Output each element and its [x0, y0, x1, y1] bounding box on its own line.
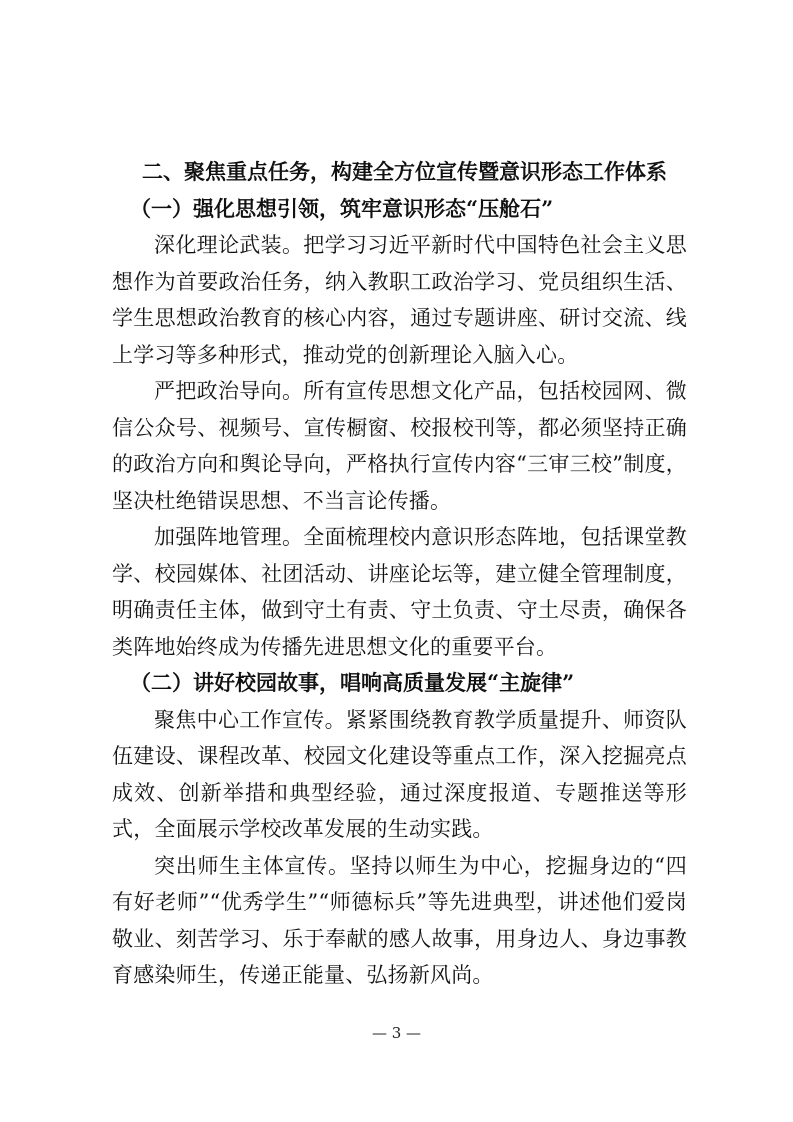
- subsection-heading-2: （二）讲好校园故事，唱响高质量发展“主旋律”: [130, 670, 575, 695]
- paragraph-4: 聚焦中心工作宣传。紧紧围绕教育教学质量提升、师资队伍建设、课程改革、校园文化建设等重点工作，深入挖掘亮点成效、创新举措和典型经验，通过深度报道、专题推送等形式，全面展示学校改革发展的生动实践。: [112, 707, 687, 841]
- document-body: [112, 154, 687, 994]
- paragraph-3: 加强阵地管理。全面梳理校内意识形态阵地，包括课堂教学、校园媒体、社团活动、讲座论坛等，建立健全管理制度，明确责任主体，做到守土有责、守土负责、守土尽责，确保各类阵地始终成为传播先进思想文化的重要平台。: [112, 525, 687, 659]
- paragraph-2: 严把政治导向。所有宣传思想文化产品，包括校园网、微信公众号、视频号、宣传橱窗、校报校刊等，都必须坚持正确的政治方向和舆论导向，严格执行宣传内容“三审三校”制度，坚决杜绝错误思想、不当言论传播。: [112, 379, 687, 513]
- page-number: — 3 —: [371, 1024, 422, 1042]
- paragraph-1: 深化理论武装。把学习习近平新时代中国特色社会主义思想作为首要政治任务，纳入教职工政治学习、党员组织生活、学生思想政治教育的核心内容，通过专题讲座、研讨交流、线上学习等多种形式，推动党的创新理论入脑入心。: [112, 233, 687, 367]
- paragraph-5: 突出师生主体宣传。坚持以师生为中心，挖掘身边的“四有好老师”“优秀学生”“师德标兵”等先进典型，讲述他们爱岗敬业、刻苦学习、乐于奉献的感人故事，用身边人、身边事教育感染师生，传递正能量、弘扬新风尚。: [112, 853, 687, 987]
- section-heading: 二、聚焦重点任务，构建全方位宣传暨意识形态工作体系: [142, 159, 667, 184]
- subsection-heading-1: （一）强化思想引领，筑牢意识形态“压舱石”: [130, 195, 554, 221]
